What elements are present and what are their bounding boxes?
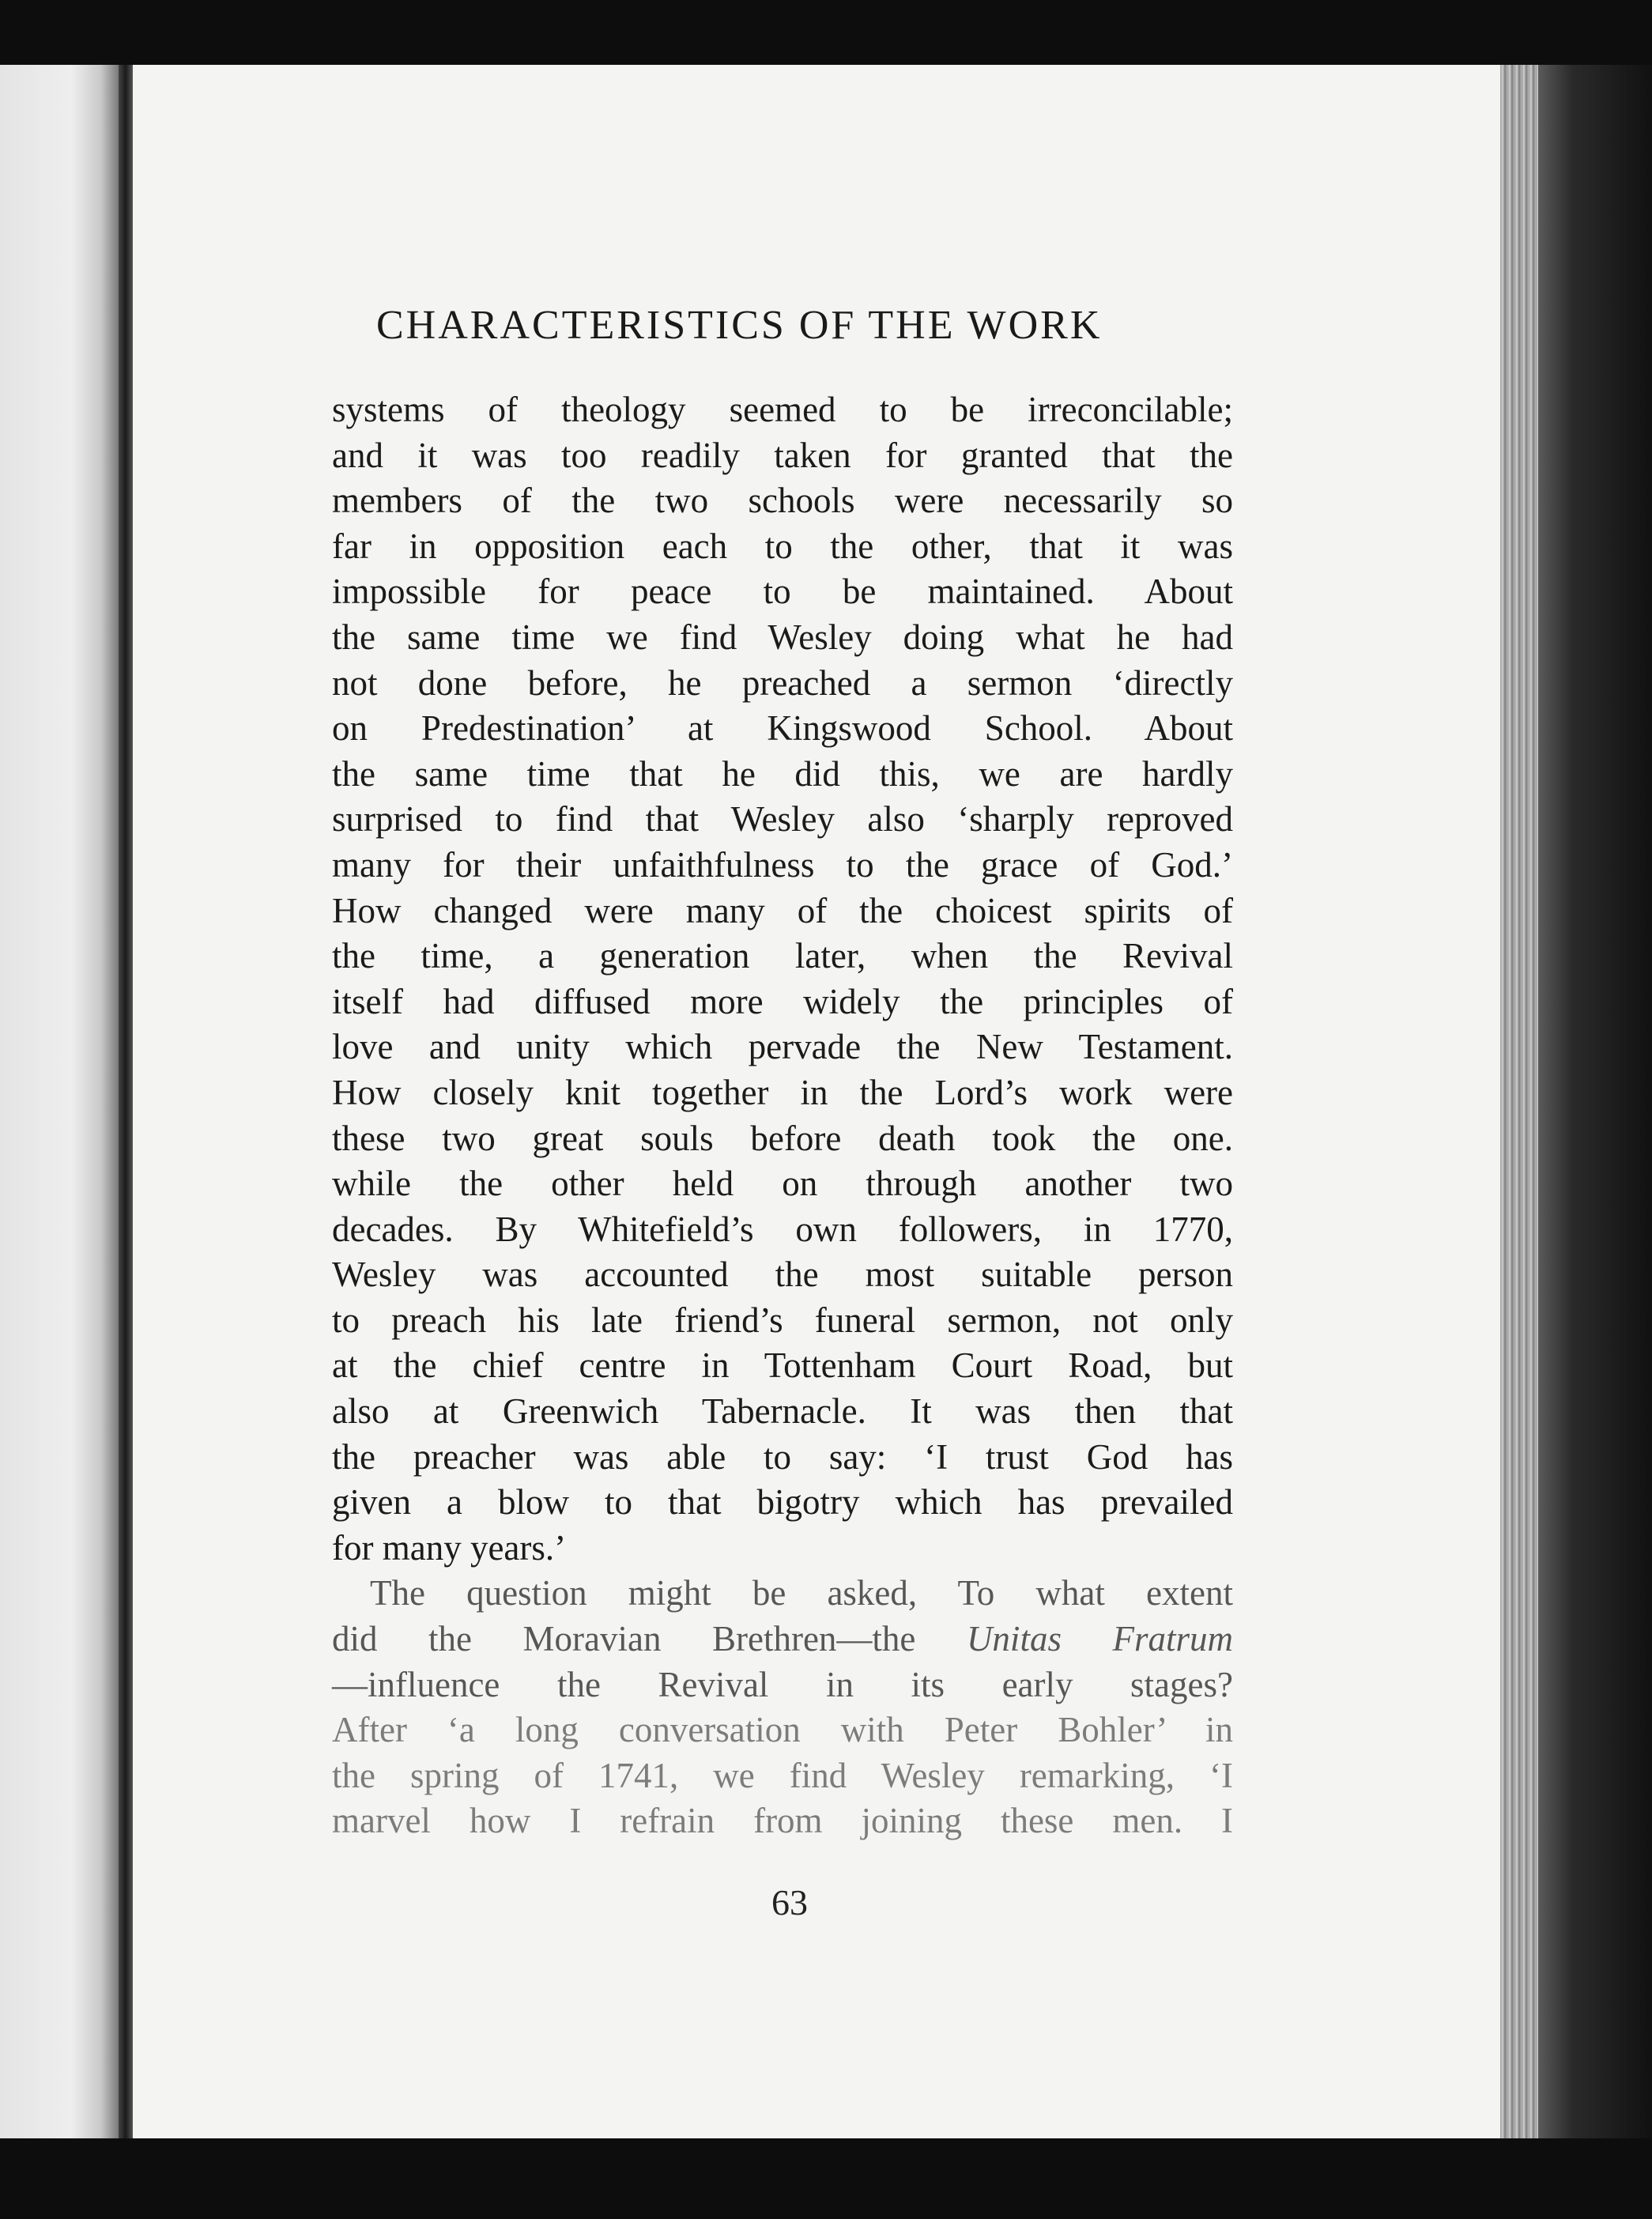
italic-phrase: Unitas Fratrum — [966, 1619, 1233, 1659]
text-line: on Predestination’ at Kingswood School. About — [332, 708, 1233, 749]
text-line: marvel how I refrain from joining these men. I — [332, 1801, 1233, 1841]
text-line: the same time that he did this, we are hardly — [332, 753, 1233, 794]
text-line: far in opposition each to the other, that it was — [332, 526, 1233, 566]
text-line: —influence the Revival in its early stages? — [332, 1664, 1233, 1704]
text-run: did the Moravian Brethren—the — [332, 1619, 967, 1659]
text-line: the same time we find Wesley doing what he had — [332, 617, 1233, 657]
text-line: How changed were many of the choicest spirits of — [332, 890, 1233, 930]
page-block-edge — [1500, 65, 1538, 2138]
text-line: the time, a generation later, when the Revival — [332, 936, 1233, 976]
book-cover-edge — [1538, 65, 1652, 2138]
text-line: while the other held on through another two — [332, 1164, 1233, 1204]
text-line: given a blow to that bigotry which has prevailed — [332, 1482, 1233, 1523]
text-line: these two great souls before death took the one. — [332, 1118, 1233, 1158]
scan-border-top — [0, 0, 1652, 65]
text-line: Wesley was accounted the most suitable person — [332, 1255, 1233, 1295]
text-line: The question might be asked, To what extent — [370, 1573, 1233, 1613]
text-line: surprised to find that Wesley also ‘sharply reproved — [332, 799, 1233, 840]
text-line: not done before, he preached a sermon ‘directly — [332, 662, 1233, 703]
text-line: the spring of 1741, we find Wesley remarking, ‘I — [332, 1755, 1233, 1795]
text-line: also at Greenwich Tabernacle. It was then that — [332, 1391, 1233, 1432]
text-line: systems of theology seemed to be irreconcilable; — [332, 390, 1233, 429]
text-line: many for their unfaithfulness to the grace of God.’ — [332, 844, 1233, 885]
book-gutter — [119, 65, 133, 2138]
text-line: How closely knit together in the Lord’s work were — [332, 1072, 1233, 1112]
text-line: decades. By Whitefield’s own followers, in 1770, — [332, 1209, 1233, 1249]
text-line: for many years.’ — [332, 1527, 567, 1568]
text-line: members of the two schools were necessarily so — [332, 481, 1233, 521]
text-line: love and unity which pervade the New Testament. — [332, 1027, 1233, 1067]
page-number: 63 — [771, 1882, 808, 1923]
text-line: to preach his late friend’s funeral sermon, not only — [332, 1300, 1233, 1340]
text-line: impossible for peace to be maintained. About — [332, 572, 1233, 612]
text-line-with-italic — [332, 1617, 1233, 1662]
text-line: and it was too readily taken for granted that the — [332, 435, 1233, 475]
text-line: at the chief centre in Tottenham Court Road, but — [332, 1345, 1233, 1386]
text-line: itself had diffused more widely the principles of — [332, 981, 1233, 1021]
running-head: CHARACTERISTICS OF THE WORK — [376, 303, 1103, 348]
body-text — [332, 387, 1233, 1844]
facing-page-edge — [0, 65, 119, 2138]
text-line: After ‘a long conversation with Peter Bohler’ in — [332, 1710, 1233, 1750]
text-line: the preacher was able to say: ‘I trust God has — [332, 1436, 1233, 1477]
scan-border-bottom — [0, 2138, 1652, 2219]
